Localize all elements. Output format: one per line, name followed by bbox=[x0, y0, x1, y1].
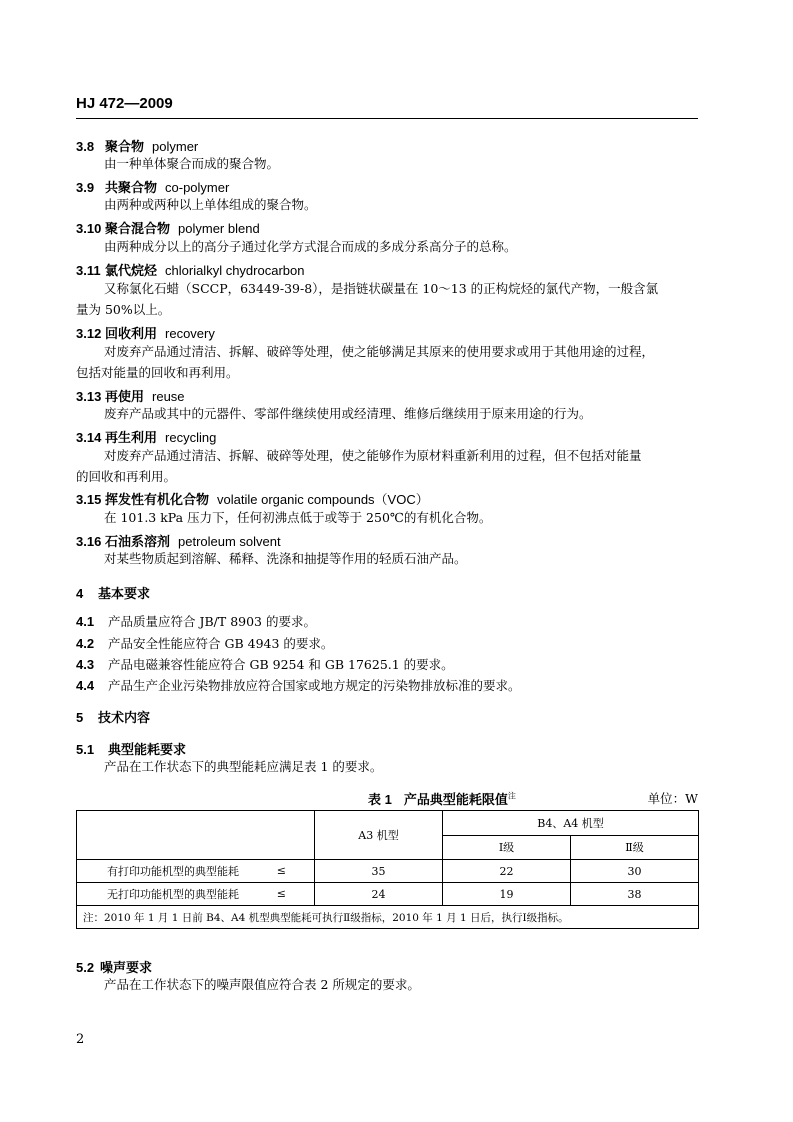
header-rule bbox=[76, 118, 698, 119]
definition-term-cn: 聚合物 bbox=[105, 139, 145, 154]
definition-text: 由两种或两种以上单体组成的聚合物。 bbox=[104, 197, 317, 212]
requirement-number: 4.2 bbox=[76, 636, 95, 651]
definition-term-en: recovery bbox=[165, 326, 215, 341]
definition-term-en: recycling bbox=[165, 430, 217, 445]
section-number: 4 bbox=[76, 586, 84, 601]
definition-text: 对某些物质起到溶解、稀释、洗涤和抽提等作用的轻质石油产品。 bbox=[104, 551, 467, 566]
table-cell-a3: 24 bbox=[315, 883, 443, 906]
definition-number: 3.14 bbox=[76, 430, 102, 445]
definition-text: 废弃产品或其中的元器件、零部件继续使用或经清理、维修后继续用于原来用途的行为。 bbox=[104, 406, 592, 421]
table-header-row bbox=[77, 811, 699, 836]
table-caption-title: 产品典型能耗限值 bbox=[403, 792, 508, 807]
table-note: 注：2010 年 1 月 1 日前 B4、A4 机型典型能耗可执行Ⅱ级指标，2010 年 1 月 1 日后，执行Ⅰ级指标。 bbox=[77, 906, 699, 929]
subsection-title: 噪声要求 bbox=[100, 960, 153, 975]
definition-number: 3.10 bbox=[76, 221, 102, 236]
subsection-text: 产品在工作状态下的典型能耗应满足表 1 的要求。 bbox=[104, 759, 383, 774]
table-row-operator: ≤ bbox=[276, 887, 286, 900]
requirement-item bbox=[76, 612, 316, 630]
definition-term-cn: 聚合混合物 bbox=[105, 221, 171, 236]
definition-term-cn: 回收利用 bbox=[105, 326, 158, 341]
table-header-a3: A3 机型 bbox=[315, 811, 443, 860]
requirement-number: 4.1 bbox=[76, 614, 95, 629]
definition-heading bbox=[76, 218, 260, 237]
definition-number: 3.12 bbox=[76, 326, 102, 341]
definition-number: 3.15 bbox=[76, 492, 102, 507]
table-row-label-text: 无打印功能机型的典型能耗 bbox=[107, 888, 239, 901]
definition-term-en: co-polymer bbox=[165, 180, 230, 195]
requirement-text: 产品安全性能应符合 GB 4943 的要求。 bbox=[108, 636, 334, 651]
definition-heading bbox=[76, 260, 304, 279]
requirement-text: 产品质量应符合 JB/T 8903 的要求。 bbox=[108, 614, 316, 629]
table-caption-number: 表 1 bbox=[368, 792, 392, 807]
definition-term-cn: 石油系溶剂 bbox=[105, 534, 171, 549]
table-cell-level2: 30 bbox=[571, 860, 699, 883]
table-row bbox=[77, 860, 699, 883]
definition-text: 包括对能量的回收和再利用。 bbox=[76, 365, 239, 380]
definition-text: 在 101.3 kPa 压力下，任何初沸点低于或等于 250℃的有机化合物。 bbox=[104, 510, 492, 525]
definition-number: 3.8 bbox=[76, 139, 95, 154]
definition-text: 又称氯化石蜡（SCCP，63449-39-8），是指链状碳量在 10～13 的正构烷烃的氯代产物，一般含氯 bbox=[104, 281, 659, 296]
table-note-row bbox=[77, 906, 699, 929]
definition-term-en: chlorialkyl chydrocarbon bbox=[165, 263, 305, 278]
table-row-label bbox=[77, 883, 315, 906]
section-number: 5 bbox=[76, 710, 84, 725]
definition-heading bbox=[76, 489, 429, 508]
table-header-level1: Ⅰ级 bbox=[443, 835, 571, 860]
table-header-empty bbox=[77, 811, 315, 860]
section-heading bbox=[76, 583, 150, 602]
definition-term-cn: 共聚合物 bbox=[105, 180, 158, 195]
definition-term-en: reuse bbox=[152, 389, 185, 404]
definition-number: 3.16 bbox=[76, 534, 102, 549]
definition-text: 由两种成分以上的高分子通过化学方式混合而成的多成分系高分子的总称。 bbox=[104, 239, 517, 254]
definition-text: 量为 50%以上。 bbox=[76, 302, 171, 317]
subsection-number: 5.2 bbox=[76, 960, 95, 975]
table-caption-note-mark: 注 bbox=[507, 791, 516, 801]
definition-number: 3.9 bbox=[76, 180, 95, 195]
table-row-operator: ≤ bbox=[276, 864, 286, 877]
definition-number: 3.13 bbox=[76, 389, 102, 404]
definition-term-en: volatile organic compounds（VOC） bbox=[217, 492, 429, 507]
subsection-text: 产品在工作状态下的噪声限值应符合表 2 所规定的要求。 bbox=[104, 977, 420, 992]
requirement-number: 4.4 bbox=[76, 678, 95, 693]
definition-term-cn: 挥发性有机化合物 bbox=[105, 492, 210, 507]
energy-limit-table bbox=[76, 810, 699, 929]
doc-header: HJ 472—2009 bbox=[76, 95, 173, 112]
definition-heading bbox=[76, 323, 215, 342]
definition-term-cn: 再使用 bbox=[105, 389, 145, 404]
section-heading bbox=[76, 707, 150, 726]
requirement-item bbox=[76, 655, 454, 673]
definition-number: 3.11 bbox=[76, 263, 101, 278]
definition-text: 对废弃产品通过清洁、拆解、破碎等处理，使之能够满足其原来的使用要求或用于其他用途的过程， bbox=[104, 344, 655, 359]
table-cell-a3: 35 bbox=[315, 860, 443, 883]
definition-term-en: polymer blend bbox=[178, 221, 260, 236]
table-unit: 单位：W bbox=[647, 791, 698, 806]
table-row-label-text: 有打印功能机型的典型能耗 bbox=[107, 865, 239, 878]
requirement-number: 4.3 bbox=[76, 657, 95, 672]
definition-text: 由一种单体聚合而成的聚合物。 bbox=[104, 156, 280, 171]
subsection-title: 典型能耗要求 bbox=[108, 742, 187, 757]
section-title: 技术内容 bbox=[98, 710, 151, 725]
definition-text: 对废弃产品通过清洁、拆解、破碎等处理，使之能够作为原材料重新利用的过程，但不包括对能量 bbox=[104, 448, 642, 463]
requirement-text: 产品电磁兼容性能应符合 GB 9254 和 GB 17625.1 的要求。 bbox=[108, 657, 454, 672]
page-number: 2 bbox=[76, 1032, 85, 1047]
requirement-text: 产品生产企业污染物排放应符合国家或地方规定的污染物排放标准的要求。 bbox=[108, 678, 521, 693]
definition-heading bbox=[76, 427, 216, 446]
subsection-number: 5.1 bbox=[76, 742, 95, 757]
requirement-item bbox=[76, 676, 521, 694]
definition-term-en: polymer bbox=[152, 139, 199, 154]
table-header-b4a4: B4、A4 机型 bbox=[443, 811, 699, 836]
section-title: 基本要求 bbox=[98, 586, 151, 601]
table-caption bbox=[368, 789, 516, 808]
table-cell-level2: 38 bbox=[571, 883, 699, 906]
definition-term-en: petroleum solvent bbox=[178, 534, 281, 549]
definition-term-cn: 氯代烷烃 bbox=[105, 263, 158, 278]
table-header-level2: Ⅱ级 bbox=[571, 835, 699, 860]
requirement-item bbox=[76, 634, 333, 652]
table-cell-level1: 19 bbox=[443, 883, 571, 906]
table-row bbox=[77, 883, 699, 906]
definition-term-cn: 再生利用 bbox=[105, 430, 158, 445]
definition-text: 的回收和再利用。 bbox=[76, 469, 177, 484]
table-row-label bbox=[77, 860, 315, 883]
table-cell-level1: 22 bbox=[443, 860, 571, 883]
